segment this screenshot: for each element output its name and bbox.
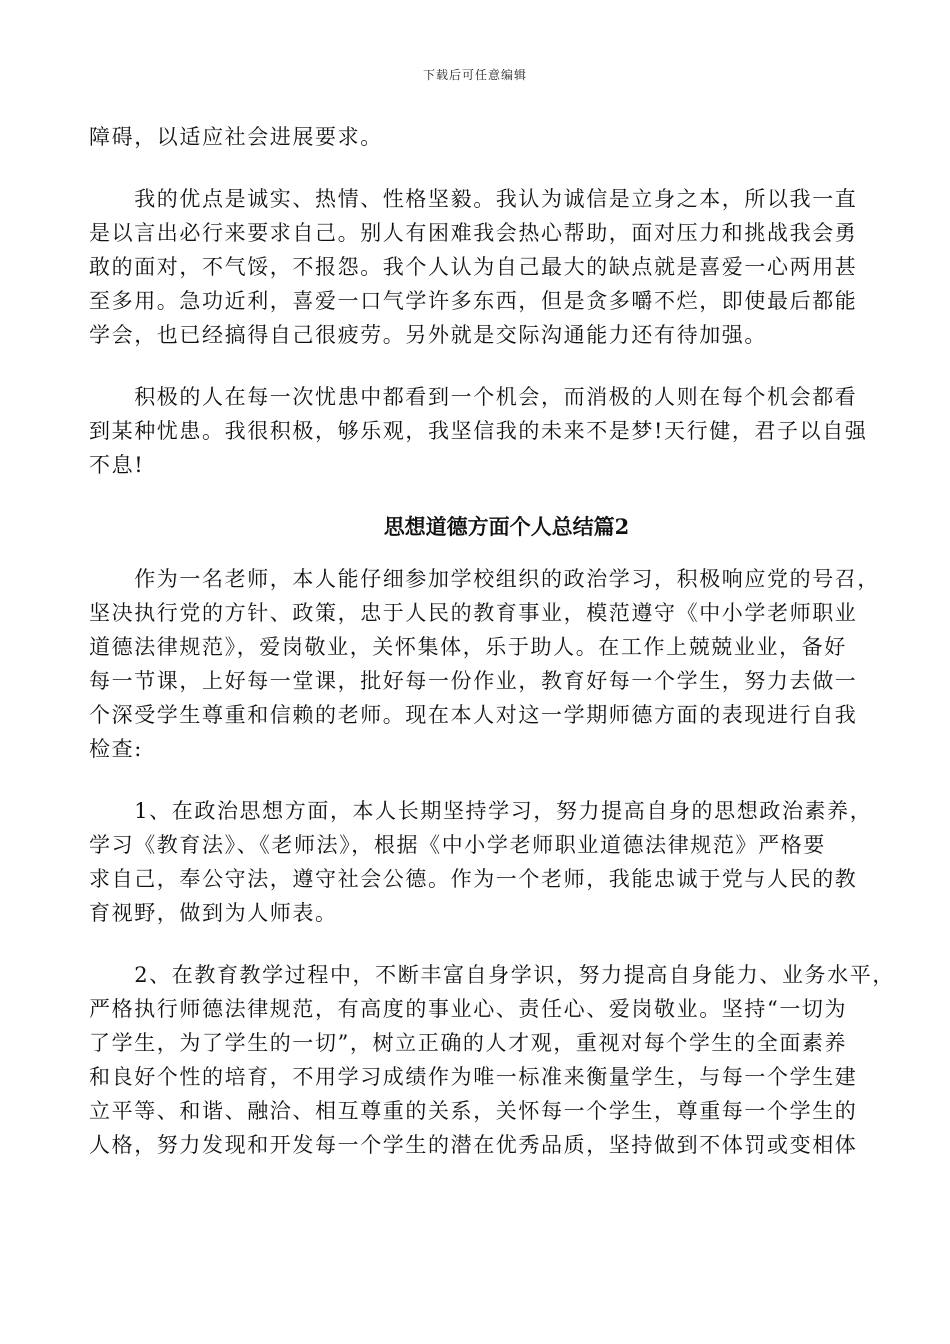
document-body	[89, 120, 895, 1162]
paragraph-gap	[89, 482, 864, 510]
text-line: 不息!	[89, 453, 145, 477]
text-line: 道德法律规范》，爱岗敬业，关怀集体，乐于助人。在工作上兢兢业业，备好	[89, 635, 847, 659]
page-header: 下载后可任意编辑	[422, 68, 527, 82]
paragraph-gap	[89, 352, 864, 380]
paragraph-gap	[89, 544, 864, 562]
section-heading-block	[89, 510, 864, 544]
paragraph	[89, 380, 868, 482]
text-line: 和良好个性的培育，不用学习成绩作为唯一标准来衡量学生，与每一个学生建	[89, 1065, 858, 1089]
text-line: 敢的面对，不气馁，不报怨。我个人认为自己最大的缺点就是喜爱一心两用甚	[89, 255, 858, 279]
text-line: 至多用。急功近利，喜爱一口气学许多东西，但是贪多嚼不烂，即使最后都能	[89, 289, 858, 313]
section-heading: 思想道德方面个人总结篇2	[383, 514, 630, 539]
text-line: 检查:	[89, 737, 143, 761]
text-line: 坚决执行党的方针、政策，忠于人民的教育事业，模范遵守《中小学老师职业	[89, 601, 858, 625]
text-line: 我的优点是诚实、热情、性格坚毅。我认为诚信是立身之本，所以我一直	[89, 187, 858, 211]
text-line: 积极的人在每一次忧患中都看到一个机会，而消极的人则在每个机会都看	[89, 385, 858, 409]
paragraph-gap	[89, 930, 864, 958]
text-line: 学习《教育法》、《老师法》，根据《中小学老师职业道德法律规范》严格要	[89, 833, 826, 857]
text-line: 2、在教育教学过程中，不断丰富自身学识，努力提高自身能力、业务水平，	[89, 963, 895, 987]
text-line: 个深受学生尊重和信赖的老师。现在本人对这一学期师德方面的表现进行自我	[89, 703, 858, 727]
text-line: 作为一名老师，本人能仔细参加学校组织的政治学习，积极响应党的号召，	[89, 567, 880, 591]
text-line: 到某种忧患。我很积极，够乐观，我坚信我的未来不是梦!天行健，君子以自强	[89, 419, 868, 443]
paragraph-gap	[89, 766, 864, 794]
text-line: 严格执行师德法律规范，有高度的事业心、责任心、爱岗敬业。坚持“一切为	[89, 997, 848, 1021]
paragraph	[89, 120, 864, 154]
text-line: 每一节课，上好每一堂课，批好每一份作业，教育好每一个学生，努力去做一	[89, 669, 858, 693]
text-line: 障碍，以适应社会进展要求。	[89, 125, 383, 149]
paragraph	[89, 794, 873, 930]
text-line: 是以言出必行来要求自己。别人有困难我会热心帮助，面对压力和挑战我会勇	[89, 221, 858, 245]
text-line: 1、在政治思想方面，本人长期坚持学习，努力提高自身的思想政治素养，	[89, 799, 873, 823]
text-line: 立平等、和谐、融洽、相互尊重的关系，关怀每一个学生，尊重每一个学生的	[89, 1099, 858, 1123]
text-line: 育视野，做到为人师表。	[89, 901, 338, 925]
text-line: 了学生，为了学生的一切”，树立正确的人才观，重视对每个学生的全面素养	[89, 1031, 848, 1055]
paragraph	[89, 182, 864, 352]
paragraph	[89, 958, 895, 1162]
text-line: 求自己，奉公守法，遵守社会公德。作为一个老师，我能忠诚于党与人民的教	[89, 867, 858, 891]
text-line: 学会，也已经搞得自己很疲劳。另外就是交际沟通能力还有待加强。	[89, 323, 767, 347]
paragraph-gap	[89, 154, 864, 182]
text-line: 人格，努力发现和开发每一个学生的潜在优秀品质，坚持做到不体罚或变相体	[89, 1133, 858, 1157]
paragraph	[89, 562, 880, 766]
